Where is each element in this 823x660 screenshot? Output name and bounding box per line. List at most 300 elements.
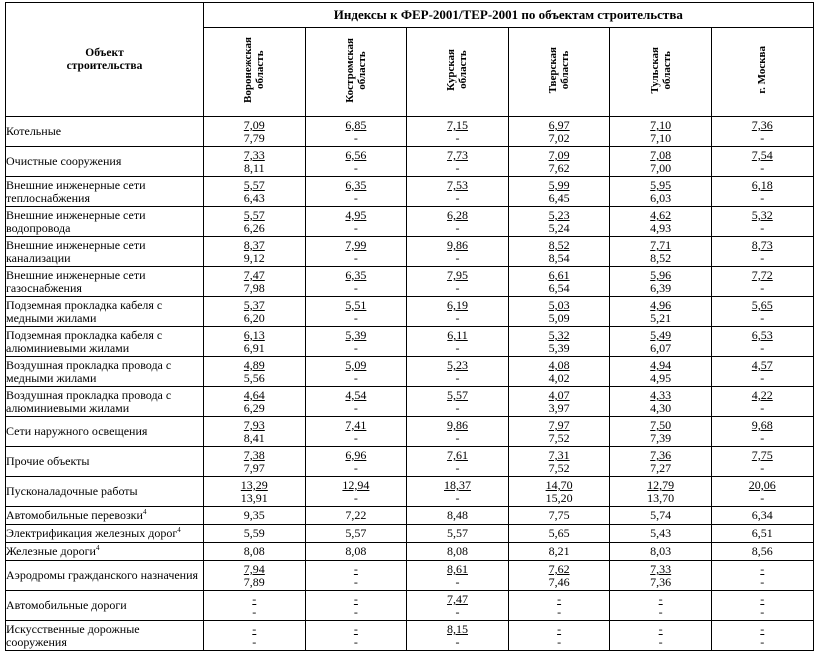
index-value-numerator: 6,61: [548, 268, 570, 282]
index-value-cell: [711, 621, 813, 651]
index-value-cell: [204, 387, 306, 417]
object-name-cell: [6, 561, 204, 591]
table-row: [6, 297, 814, 327]
table-row: [6, 477, 814, 507]
index-value-cell: [711, 477, 813, 507]
table-row: [6, 387, 814, 417]
index-value-numerator: 7,54: [751, 148, 773, 162]
index-value-numerator: 7,95: [446, 268, 468, 282]
index-value-cell: [610, 543, 712, 561]
table-row: [6, 357, 814, 387]
region-name: Тверская область: [547, 46, 572, 94]
index-value: 5,74: [650, 508, 672, 523]
footnote-mark: 4: [177, 526, 181, 535]
index-value-numerator: 12,94: [342, 478, 370, 492]
index-value-numerator: -: [252, 622, 257, 636]
index-value-numerator: 5,09: [345, 358, 367, 372]
index-value-numerator: -: [658, 622, 663, 636]
index-value-numerator: 12,79: [647, 478, 675, 492]
index-value-numerator: -: [760, 562, 765, 576]
index-value-denominator: -: [353, 220, 358, 235]
index-value-numerator: 5,03: [548, 298, 570, 312]
index-value-numerator: 6,53: [751, 328, 773, 342]
index-value-numerator: 7,36: [751, 118, 773, 132]
index-value-cell: [610, 177, 712, 207]
index-value-numerator: 7,62: [548, 562, 570, 576]
object-name: Подземная прокладка кабеля с алюминиевыми жилами: [6, 328, 163, 355]
table-row: [6, 621, 814, 651]
index-value-denominator: -: [760, 604, 765, 619]
index-value-cell: [508, 543, 610, 561]
index-value-denominator: -: [252, 634, 257, 649]
index-value-cell: [711, 297, 813, 327]
index-value-denominator: 5,39: [548, 340, 570, 355]
index-value-denominator: -: [760, 250, 765, 265]
index-value-denominator: 7,00: [650, 160, 672, 175]
index-value-denominator: -: [455, 190, 460, 205]
index-value-cell: [508, 267, 610, 297]
index-value-numerator: 7,38: [243, 448, 265, 462]
index-value-denominator: 13,70: [647, 490, 675, 505]
index-table: [5, 2, 814, 651]
index-value-cell: [204, 507, 306, 525]
index-value-numerator: 4,94: [650, 358, 672, 372]
index-value-denominator: 6,54: [548, 280, 570, 295]
index-value-cell: [711, 357, 813, 387]
table-row: [6, 561, 814, 591]
index-value-numerator: 5,99: [548, 178, 570, 192]
index-value-numerator: 6,11: [447, 328, 468, 342]
index-value-numerator: 13,29: [240, 478, 268, 492]
index-value-cell: [508, 621, 610, 651]
index-value-denominator: 7,10: [650, 130, 672, 145]
index-value-numerator: 6,96: [345, 448, 367, 462]
index-value-denominator: -: [455, 250, 460, 265]
index-value-cell: [711, 387, 813, 417]
index-value-denominator: 4,95: [650, 370, 672, 385]
index-value-cell: [305, 387, 407, 417]
index-value-denominator: 7,89: [243, 574, 265, 589]
index-value: 5,59: [243, 526, 265, 541]
index-value-cell: [305, 117, 407, 147]
index-value-cell: [305, 447, 407, 477]
index-value-denominator: -: [353, 340, 358, 355]
index-value-denominator: 7,39: [650, 430, 672, 445]
index-value-cell: [610, 417, 712, 447]
index-value-numerator: 5,51: [345, 298, 367, 312]
object-name: Автомобильные дороги: [6, 598, 127, 613]
index-value-denominator: -: [557, 604, 562, 619]
index-value-numerator: 5,96: [650, 268, 672, 282]
index-value-denominator: -: [455, 370, 460, 385]
index-value-numerator: 6,13: [243, 328, 265, 342]
index-value-numerator: 20,06: [748, 478, 776, 492]
index-value-cell: [610, 297, 712, 327]
index-value-cell: [305, 543, 407, 561]
index-value-numerator: 8,37: [243, 238, 265, 252]
footnote-mark: 4: [95, 544, 100, 553]
object-name-cell: [6, 591, 204, 621]
index-value-numerator: 6,28: [446, 208, 468, 222]
index-value-cell: [610, 357, 712, 387]
object-name-cell: [6, 297, 204, 327]
index-value-denominator: 8,11: [244, 160, 265, 175]
index-value-cell: [711, 447, 813, 477]
index-value-cell: [508, 525, 610, 543]
index-value-numerator: 5,57: [446, 388, 468, 402]
index-value-numerator: 8,73: [751, 238, 773, 252]
index-value-denominator: 3,97: [548, 400, 570, 415]
index-value-denominator: 8,52: [650, 250, 672, 265]
index-value-cell: [711, 543, 813, 561]
index-value-cell: [508, 561, 610, 591]
index-value-cell: [407, 417, 509, 447]
index-value-cell: [610, 507, 712, 525]
object-name-cell: [6, 117, 204, 147]
index-value-denominator: 7,52: [548, 430, 570, 445]
index-value-numerator: 9,68: [751, 418, 773, 432]
index-value-numerator: 7,41: [345, 418, 367, 432]
region-header-3: [508, 28, 610, 117]
index-value-numerator: 9,86: [446, 238, 468, 252]
object-name: Электрификация железных дорог: [6, 526, 178, 541]
index-value-cell: [305, 525, 407, 543]
index-value-denominator: 7,36: [650, 574, 672, 589]
index-value-numerator: 6,35: [345, 178, 367, 192]
index-value-cell: [305, 621, 407, 651]
object-name-cell: [6, 267, 204, 297]
object-name-cell: [6, 621, 204, 651]
index-value-denominator: 6,29: [243, 400, 265, 415]
index-value-denominator: 7,46: [548, 574, 570, 589]
index-value-numerator: 18,37: [443, 478, 471, 492]
index-value-cell: [305, 147, 407, 177]
index-value-cell: [407, 237, 509, 267]
index-value-cell: [204, 117, 306, 147]
index-value-denominator: 7,27: [650, 460, 672, 475]
index-value-cell: [610, 387, 712, 417]
index-value-numerator: 6,85: [345, 118, 367, 132]
index-value-cell: [711, 117, 813, 147]
index-value-numerator: 5,23: [446, 358, 468, 372]
object-name-cell: [6, 477, 204, 507]
index-value-denominator: -: [353, 634, 358, 649]
index-value-numerator: 5,57: [243, 178, 265, 192]
index-value-denominator: -: [760, 400, 765, 415]
index-value-cell: [508, 177, 610, 207]
region-header-0: [204, 28, 306, 117]
object-name: Очистные сооружения: [6, 154, 122, 169]
index-value-cell: [407, 387, 509, 417]
index-value-cell: [407, 327, 509, 357]
region-name: г. Москва: [756, 46, 769, 94]
index-value-numerator: 7,31: [548, 448, 570, 462]
table-body: [6, 117, 814, 651]
index-value-numerator: 4,64: [243, 388, 265, 402]
index-value-denominator: -: [760, 460, 765, 475]
footnote-mark: 4: [142, 508, 147, 517]
index-value-numerator: 7,75: [751, 448, 773, 462]
index-value-numerator: 5,95: [650, 178, 672, 192]
index-value-numerator: -: [353, 592, 358, 606]
index-value-numerator: 7,33: [243, 148, 265, 162]
index-value: 7,22: [345, 508, 367, 523]
index-value-cell: [407, 621, 509, 651]
index-value-cell: [610, 147, 712, 177]
index-value-denominator: -: [760, 574, 765, 589]
index-value-cell: [204, 621, 306, 651]
index-value-numerator: 7,61: [446, 448, 468, 462]
index-value-cell: [610, 327, 712, 357]
index-value-cell: [610, 591, 712, 621]
index-value-denominator: -: [455, 574, 460, 589]
index-value-cell: [711, 525, 813, 543]
index-value-numerator: 4,07: [548, 388, 570, 402]
object-name: Автомобильные перевозки: [6, 508, 143, 523]
index-value-denominator: -: [455, 460, 460, 475]
index-value-cell: [204, 177, 306, 207]
index-value-cell: [204, 207, 306, 237]
index-value-denominator: -: [353, 400, 358, 415]
table-row: [6, 417, 814, 447]
index-value: 8,56: [751, 544, 773, 559]
index-value-denominator: -: [658, 604, 663, 619]
region-header-2: [407, 28, 509, 117]
index-value: 9,35: [243, 508, 265, 523]
object-name-cell: [6, 417, 204, 447]
index-value: 8,08: [243, 544, 265, 559]
index-value-cell: [610, 207, 712, 237]
index-value-denominator: -: [353, 190, 358, 205]
index-value-denominator: 4,30: [650, 400, 672, 415]
index-value-cell: [407, 543, 509, 561]
index-value-denominator: -: [455, 400, 460, 415]
index-value-numerator: 5,65: [751, 298, 773, 312]
index-value-numerator: 8,61: [446, 562, 468, 576]
index-value-cell: [610, 117, 712, 147]
index-value-numerator: -: [252, 592, 257, 606]
index-value-denominator: -: [760, 280, 765, 295]
object-name: Котельные: [6, 124, 62, 139]
index-value-denominator: -: [353, 250, 358, 265]
region-name: Костромская область: [343, 37, 368, 103]
index-value-cell: [711, 327, 813, 357]
index-value-cell: [711, 147, 813, 177]
index-value-denominator: -: [760, 160, 765, 175]
index-value-denominator: 6,03: [650, 190, 672, 205]
object-name-cell: [6, 207, 204, 237]
index-value-numerator: 7,10: [650, 118, 672, 132]
index-value-denominator: -: [455, 160, 460, 175]
object-name-cell: [6, 327, 204, 357]
index-value: 6,34: [751, 508, 773, 523]
object-name: Искусственные дорожные сооружения: [6, 622, 140, 649]
index-value-denominator: -: [455, 340, 460, 355]
index-value-cell: [711, 561, 813, 591]
index-value-cell: [204, 561, 306, 591]
object-name: Прочие объекты: [6, 454, 90, 469]
index-value-denominator: 6,07: [650, 340, 672, 355]
index-value-denominator: -: [455, 430, 460, 445]
index-value-numerator: 7,47: [243, 268, 265, 282]
index-value-cell: [610, 561, 712, 591]
index-value-cell: [204, 417, 306, 447]
index-value-numerator: 7,94: [243, 562, 265, 576]
index-value-cell: [407, 177, 509, 207]
index-value-denominator: 7,79: [243, 130, 265, 145]
index-value-denominator: 5,09: [548, 310, 570, 325]
index-value-cell: [305, 297, 407, 327]
index-value: 6,51: [751, 526, 773, 541]
object-name: Внешние инженерные сети теплоснабжения: [6, 178, 146, 205]
index-value-numerator: 7,36: [650, 448, 672, 462]
index-value-cell: [407, 357, 509, 387]
index-value-denominator: -: [658, 634, 663, 649]
index-value-numerator: 9,86: [446, 418, 468, 432]
table-row: [6, 507, 814, 525]
index-value-denominator: -: [760, 220, 765, 235]
index-value-numerator: 7,08: [650, 148, 672, 162]
index-value: 5,57: [345, 526, 367, 541]
index-value-cell: [305, 561, 407, 591]
table-row: [6, 525, 814, 543]
object-name: Воздушная прокладка провода с медными жилами: [6, 358, 172, 385]
index-value-numerator: 8,15: [446, 622, 468, 636]
index-value-cell: [508, 147, 610, 177]
index-value-cell: [407, 117, 509, 147]
index-value-denominator: -: [557, 634, 562, 649]
table-row: [6, 207, 814, 237]
index-value-cell: [508, 237, 610, 267]
index-value-denominator: -: [455, 634, 460, 649]
index-value-denominator: -: [760, 190, 765, 205]
index-value-denominator: 5,21: [650, 310, 672, 325]
index-value-numerator: 4,96: [650, 298, 672, 312]
index-value-denominator: 8,54: [548, 250, 570, 265]
index-value-denominator: 4,93: [650, 220, 672, 235]
object-name: Внешние инженерные сети водопровода: [6, 208, 146, 235]
index-value-numerator: 14,70: [545, 478, 573, 492]
index-value-cell: [204, 447, 306, 477]
index-value-cell: [711, 267, 813, 297]
index-value-cell: [508, 507, 610, 525]
index-value-denominator: -: [455, 280, 460, 295]
index-value-denominator: -: [353, 490, 358, 505]
index-value-denominator: -: [760, 370, 765, 385]
index-value-numerator: 4,22: [751, 388, 773, 402]
region-name: Воронежская область: [242, 37, 267, 103]
object-name-cell: [6, 147, 204, 177]
index-value-cell: [610, 447, 712, 477]
object-name: Железные дороги: [6, 544, 96, 559]
index-value-numerator: 4,08: [548, 358, 570, 372]
region-name: Тульская область: [648, 46, 673, 94]
index-value: 5,43: [650, 526, 672, 541]
table-row: [6, 447, 814, 477]
index-value-denominator: -: [455, 604, 460, 619]
index-value-denominator: 8,41: [243, 430, 265, 445]
table-row: [6, 327, 814, 357]
index-value-denominator: 7,97: [243, 460, 265, 475]
index-value-denominator: -: [353, 604, 358, 619]
index-value-denominator: 7,52: [548, 460, 570, 475]
table-row: [6, 177, 814, 207]
index-value-numerator: 4,57: [751, 358, 773, 372]
index-value-numerator: 7,73: [446, 148, 468, 162]
index-value-cell: [407, 507, 509, 525]
object-name: Пусконаладочные работы: [6, 484, 138, 499]
object-name-cell: [6, 525, 204, 543]
index-value-cell: [508, 357, 610, 387]
index-value-numerator: -: [353, 622, 358, 636]
index-value-denominator: -: [455, 490, 460, 505]
index-value-numerator: 7,71: [650, 238, 672, 252]
index-value-cell: [204, 147, 306, 177]
object-name-cell: [6, 447, 204, 477]
index-value-cell: [305, 207, 407, 237]
index-value-numerator: 7,53: [446, 178, 468, 192]
index-value-cell: [508, 447, 610, 477]
index-value-cell: [610, 525, 712, 543]
table-row: [6, 591, 814, 621]
index-value-denominator: -: [252, 604, 257, 619]
index-value-denominator: 6,43: [243, 190, 265, 205]
index-value-numerator: 7,99: [345, 238, 367, 252]
index-value-cell: [711, 237, 813, 267]
index-value: 7,75: [548, 508, 570, 523]
index-value-denominator: 6,91: [243, 340, 265, 355]
index-value-numerator: 6,97: [548, 118, 570, 132]
index-value-cell: [204, 591, 306, 621]
index-value-denominator: -: [353, 280, 358, 295]
index-value-denominator: 5,24: [548, 220, 570, 235]
object-column-header: [6, 3, 204, 117]
object-name: Сети наружного освещения: [6, 424, 148, 439]
index-value-numerator: -: [557, 592, 562, 606]
index-value-denominator: 7,62: [548, 160, 570, 175]
object-name: Аэродромы гражданского назначения: [6, 568, 199, 583]
index-value-denominator: 7,02: [548, 130, 570, 145]
table-row: [6, 267, 814, 297]
region-name: Курская область: [445, 49, 470, 91]
index-value-cell: [711, 177, 813, 207]
index-value-cell: [204, 477, 306, 507]
index-value-numerator: 7,33: [650, 562, 672, 576]
index-value-cell: [711, 591, 813, 621]
index-value-cell: [204, 525, 306, 543]
index-value-denominator: -: [353, 130, 358, 145]
index-value-cell: [610, 621, 712, 651]
index-value: 8,03: [650, 544, 672, 559]
object-name: Подземная прокладка кабеля с медными жилами: [6, 298, 163, 325]
index-value-numerator: 6,19: [446, 298, 468, 312]
region-header-1: [305, 28, 407, 117]
index-value-numerator: 8,52: [548, 238, 570, 252]
index-value-cell: [204, 267, 306, 297]
object-name-cell: [6, 387, 204, 417]
index-value: 8,08: [345, 544, 367, 559]
index-value-numerator: 7,93: [243, 418, 265, 432]
index-value-numerator: 6,35: [345, 268, 367, 282]
table-row: [6, 543, 814, 561]
object-name-cell: [6, 507, 204, 525]
region-header-4: [610, 28, 712, 117]
index-value-denominator: -: [353, 160, 358, 175]
index-value-denominator: -: [353, 574, 358, 589]
index-value-denominator: 6,39: [650, 280, 672, 295]
table-title-header: Индексы к ФЕР-2001/ТЕР-2001 по объектам строительства: [204, 3, 814, 28]
index-value-numerator: 7,09: [243, 118, 265, 132]
